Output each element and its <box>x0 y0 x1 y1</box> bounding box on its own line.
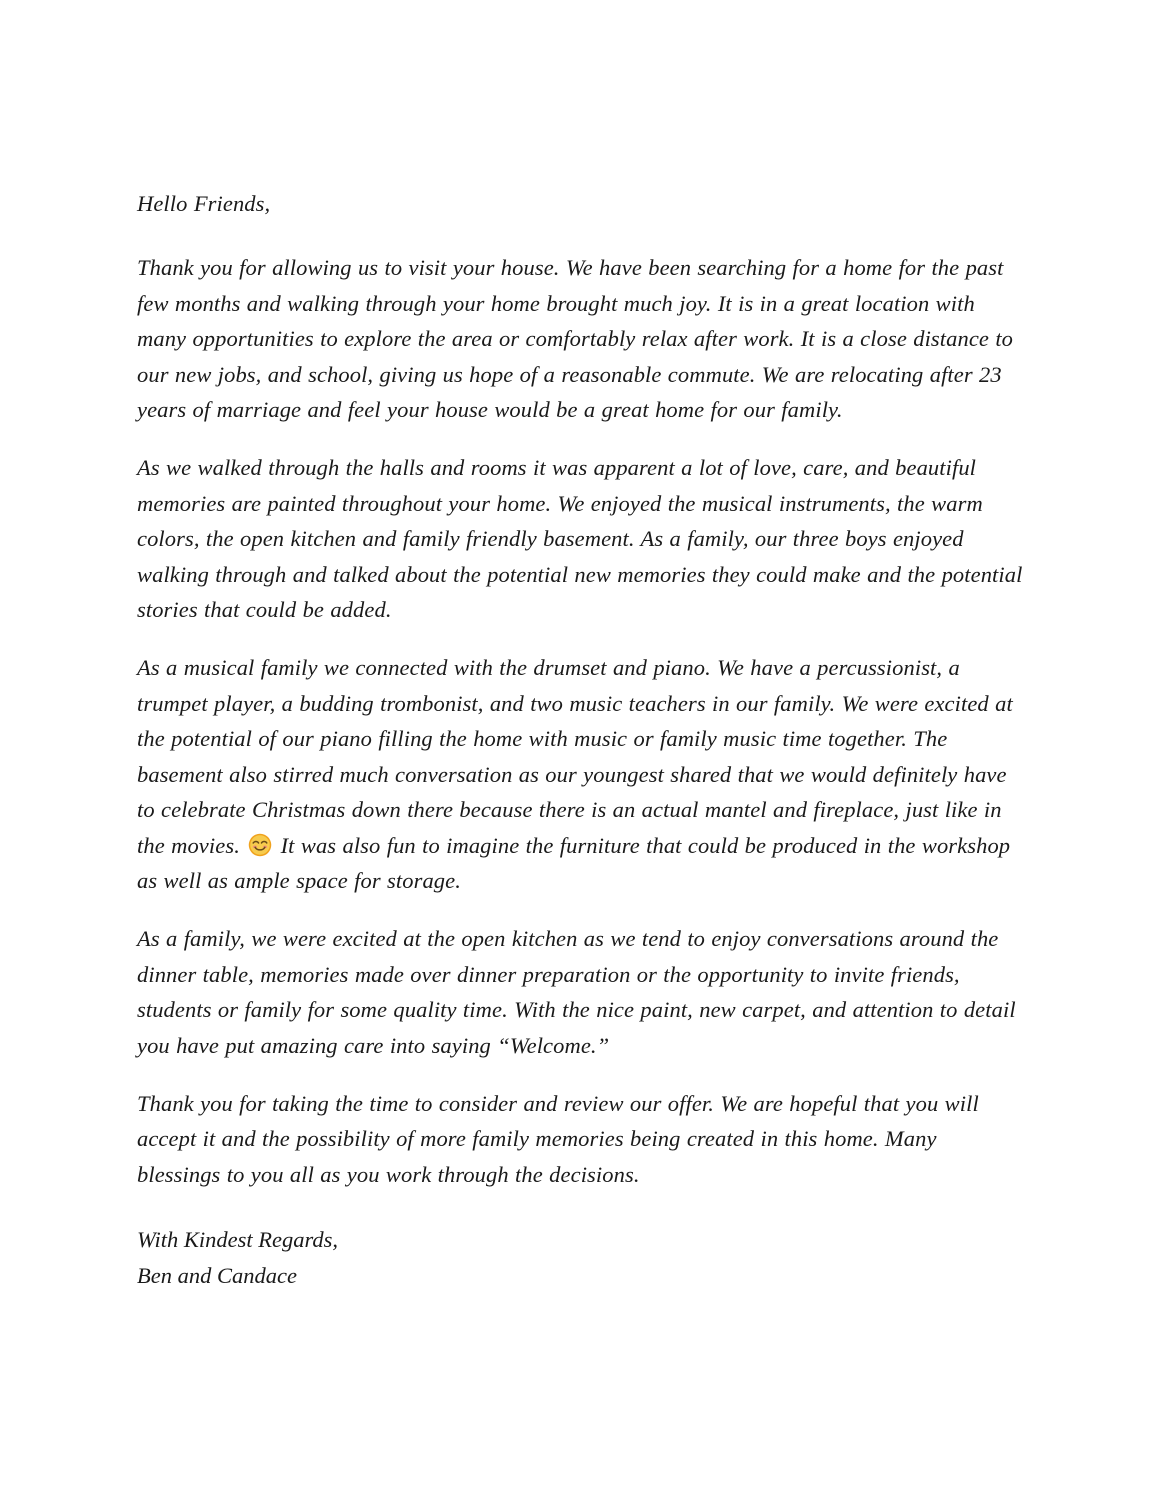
smiling-face-with-smiling-eyes-emoji <box>248 833 272 857</box>
paragraph-open-kitchen: As a family, we were excited at the open kitchen as we tend to enjoy conversations around the dinner table, memories made over dinner preparation or the opportunity to invite friends, students or family for some quality time. With the nice paint, new carpet, and attention to detail you have put amazing care into saying “Welcome.” <box>137 926 1016 1058</box>
paragraph-musical-family-text-before-emoji: As a musical family we connected with the drumset and piano. We have a percussionist, a trumpet player, a budding trombonist, and two music teachers in our family. We were excited at the potential of our piano filling the home with music or family music time together. The basement also stirred much conversation as our youngest shared that we would definitely have to celebrate Christmas down there because there is an actual mantel and fireplace, just like in the movies. <box>137 655 1013 858</box>
letter-body <box>137 186 1025 1293</box>
paragraph-closing-thanks: Thank you for taking the time to consider and review our offer. We are hopeful that you will accept it and the possibility of more family memories being created in this home. Many blessings to you all as you work through the decisions. <box>137 1090 979 1187</box>
paragraph-musical-family <box>137 650 1025 898</box>
paragraph-visit-thanks: Thank you for allowing us to visit your house. We have been searching for a home for the past few months and walking through your home brought much joy. It is in a great location with many opportunities to explore the area or comfortably relax after work. It is a close distance to our new jobs, and school, giving us hope of a reasonable commute. We are relocating after 23 years of marriage and feel your house would be a great home for our family. <box>137 255 1014 423</box>
paragraph-walkthrough-memories: As we walked through the halls and rooms it was apparent a lot of love, care, and beautiful memories are painted throughout your home. We enjoyed the musical instruments, the warm colors, the open kitchen and family friendly basement. As a family, our three boys enjoyed walking through and talked about the potential new memories they could make and the potential stories that could be added. <box>137 455 1023 623</box>
paragraph-musical-family-text-after-emoji: It was also fun to imagine the furniture that could be produced in the workshop as well as ample space for storage. <box>137 832 1011 893</box>
signature-names: Ben and Candace <box>137 1262 297 1288</box>
signature-regards: With Kindest Regards, <box>137 1227 339 1253</box>
signature-block <box>137 1222 1025 1293</box>
letter-greeting: Hello Friends, <box>137 191 271 216</box>
